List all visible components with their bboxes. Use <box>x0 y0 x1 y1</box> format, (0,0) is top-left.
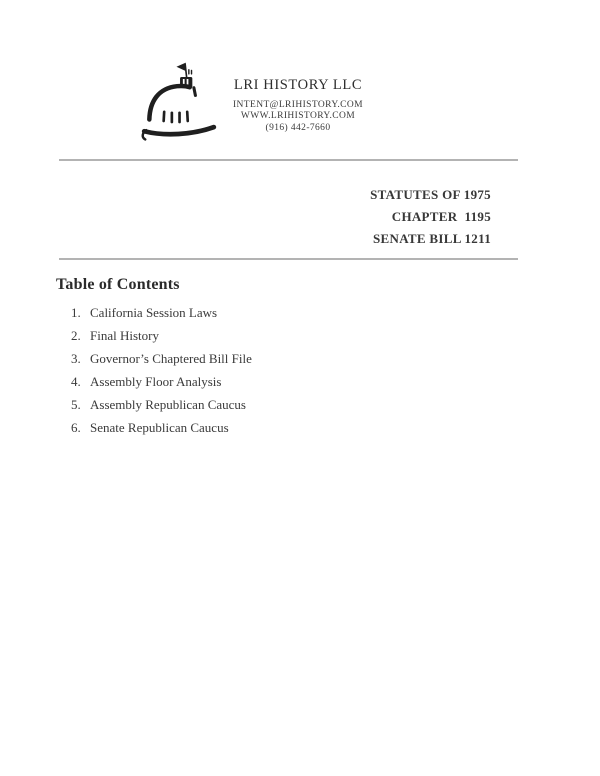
toc-item-label: Senate Republican Caucus <box>90 419 229 435</box>
toc-item-label: Final History <box>90 327 159 343</box>
toc-item-number: 2. <box>71 327 81 343</box>
horizontal-rule-top <box>59 159 518 161</box>
company-website: WWW.LRIHISTORY.COM <box>240 111 356 122</box>
statutes-line: STATUTES OF 1975 <box>370 187 491 202</box>
toc-item-number: 1. <box>71 304 81 320</box>
toc-item <box>71 324 491 347</box>
toc-item-label: Governor’s Chaptered Bill File <box>90 350 252 366</box>
letterhead <box>198 78 398 134</box>
chapter-line: CHAPTER 1195 <box>391 209 491 224</box>
toc-item-label: Assembly Floor Analysis <box>90 373 222 389</box>
toc-item <box>71 393 491 416</box>
toc-item-number: 6. <box>71 419 81 435</box>
bill-reference-block <box>370 184 491 250</box>
company-phone: (916) 442-7660 <box>265 122 331 133</box>
senate-bill-line: SENATE BILL 1211 <box>373 231 491 246</box>
toc-item <box>71 347 491 370</box>
toc-item <box>71 370 491 393</box>
toc-item-number: 5. <box>71 396 81 412</box>
horizontal-rule-bottom <box>59 258 518 260</box>
toc-heading: Table of Contents <box>56 276 180 293</box>
company-name: LRI HISTORY LLC <box>233 77 363 93</box>
toc-list <box>71 301 491 439</box>
toc-item <box>71 416 491 439</box>
toc-item <box>71 301 491 324</box>
toc-item-label: Assembly Republican Caucus <box>90 396 246 412</box>
toc-item-number: 3. <box>71 350 81 366</box>
toc-item-label: California Session Laws <box>90 304 218 320</box>
toc-item-number: 4. <box>71 373 81 389</box>
company-email: INTENT@LRIHISTORY.COM <box>232 100 363 110</box>
